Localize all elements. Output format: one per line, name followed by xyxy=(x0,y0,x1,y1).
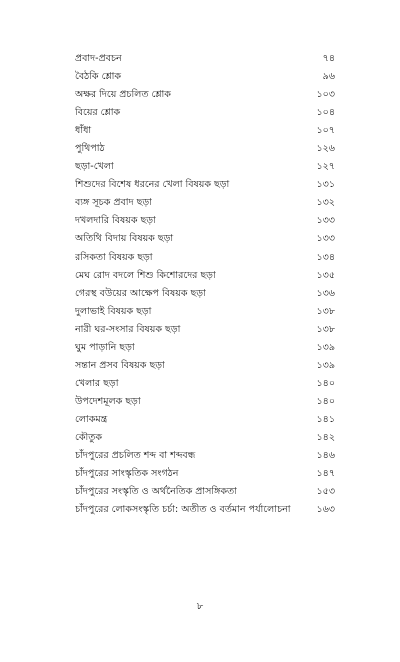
toc-entry-page: ১০৭ xyxy=(316,125,335,137)
toc-entry-title: ব্যঙ্গ সূচক প্রবাদ ছড়া xyxy=(75,197,152,209)
toc-entry xyxy=(75,122,335,140)
toc-entry xyxy=(75,303,335,321)
toc-entry-title: অক্ষর দিয়ে প্রচলিত শ্লোক xyxy=(75,89,171,101)
toc-entry xyxy=(75,393,335,411)
toc-entry-page: ১৪২ xyxy=(316,431,335,443)
toc-entry-title: লোকমন্ত্র xyxy=(75,413,108,425)
toc-entry-title: নারী ঘর-সংসার বিষয়ক ছড়া xyxy=(75,323,181,335)
toc-entry-page: ১৬৩ xyxy=(316,504,335,516)
toc-entry-title: শিশুদের বিশেষ ধরনের খেলা বিষয়ক ছড়া xyxy=(75,179,230,191)
toc-entry xyxy=(75,411,335,429)
toc-entry xyxy=(75,447,335,465)
toc-entry-title: উপদেশমূলক ছড়া xyxy=(75,395,141,407)
toc-entry-page: ৯৬ xyxy=(322,71,335,83)
toc-entry-page: ১৩৫ xyxy=(316,269,335,281)
toc-entry xyxy=(75,483,335,501)
toc-entry xyxy=(75,285,335,303)
toc-entry-title: দখলদারি বিষয়ক ছড়া xyxy=(75,215,156,227)
toc-entry-title: প্রবাদ-প্রবচন xyxy=(75,53,122,64)
toc-entry xyxy=(75,104,335,122)
toc-entry-title: অতিথি বিদায় বিষয়ক ছড়া xyxy=(75,233,174,245)
toc-entry-page: ১৩৯ xyxy=(316,341,335,353)
toc-entry xyxy=(75,321,335,339)
toc-entry-title: চাঁদপুরের সংস্কৃতি ও অর্থনৈতিক প্রাসঙ্গিকতা xyxy=(75,486,237,498)
table-of-contents xyxy=(75,50,335,519)
toc-entry xyxy=(75,140,335,158)
toc-entry-title: খেলার ছড়া xyxy=(75,377,119,389)
toc-entry xyxy=(75,249,335,267)
toc-entry-page: ১০৪ xyxy=(316,107,335,119)
toc-entry-page: ১৩৮ xyxy=(316,305,335,317)
toc-entry-title: পুথিপাঠ xyxy=(75,143,105,155)
toc-entry-page: ১৩৪ xyxy=(316,251,335,263)
toc-entry-page: ১৩৩ xyxy=(316,233,335,245)
toc-entry xyxy=(75,176,335,194)
toc-entry-title: চাঁদপুরের লোকসংস্কৃতি চর্চা: অতীত ও বর্তমান পর্যালোচনা xyxy=(75,504,291,516)
toc-entry-page: ১৩৬ xyxy=(316,287,335,299)
toc-entry-page: ১৫৩ xyxy=(316,486,335,498)
toc-entry-title: মেঘ রোদ বদলে শিশু কিশোরদের ছড়া xyxy=(75,269,216,281)
toc-entry-title: ছড়া-খেলা xyxy=(75,161,114,173)
toc-entry xyxy=(75,158,335,176)
toc-entry-page: ১৪০ xyxy=(316,377,335,389)
toc-entry xyxy=(75,212,335,230)
toc-entry-title: কৌতুক xyxy=(75,431,102,443)
toc-entry-page: ১৩৯ xyxy=(316,359,335,371)
toc-entry-page: ১৩২ xyxy=(316,197,335,209)
toc-entry xyxy=(75,86,335,104)
toc-entry xyxy=(75,429,335,447)
toc-entry xyxy=(75,339,335,357)
toc-entry-page: ১৪৬ xyxy=(316,450,335,462)
toc-entry xyxy=(75,501,335,519)
toc-entry xyxy=(75,194,335,212)
toc-entry-title: বৈঠকি শ্লোক xyxy=(75,71,122,83)
page-number: ৮ xyxy=(196,601,204,612)
toc-entry xyxy=(75,267,335,285)
toc-entry-title: ধাঁধা xyxy=(75,125,92,137)
toc-entry-title: বিয়ের শ্লোক xyxy=(75,107,121,119)
toc-entry-page: ৭৪ xyxy=(322,53,335,64)
toc-entry-title: চাঁদপুরের প্রচলিত শব্দ বা শব্দবন্ধ xyxy=(75,450,196,462)
toc-entry xyxy=(75,50,335,68)
toc-entry-title: দুলাভাই বিষয়ক ছড়া xyxy=(75,305,152,317)
toc-entry-page: ১৩৮ xyxy=(316,323,335,335)
toc-entry xyxy=(75,68,335,86)
toc-entry-page: ১২৭ xyxy=(316,161,335,173)
toc-entry-page: ১৪০ xyxy=(316,395,335,407)
toc-entry-page: ১৩১ xyxy=(316,179,335,191)
toc-entry-title: সন্তান প্রসব বিষয়ক ছড়া xyxy=(75,359,165,371)
toc-entry-page: ১৪৭ xyxy=(316,468,335,480)
toc-entry xyxy=(75,465,335,483)
toc-entry-page: ১৪১ xyxy=(316,413,335,425)
toc-entry-page: ১০৩ xyxy=(316,89,335,101)
toc-entry xyxy=(75,230,335,248)
toc-entry-title: চাঁদপুরের সাংস্কৃতিক সংগঠন xyxy=(75,468,179,480)
toc-entry xyxy=(75,357,335,375)
toc-entry-title: গেরস্থ বউয়ের আক্ষেপ বিষয়ক ছড়া xyxy=(75,287,206,299)
toc-entry-page: ১৩৩ xyxy=(316,215,335,227)
toc-entry-title: রসিকতা বিষয়ক ছড়া xyxy=(75,251,153,263)
toc-entry-page: ১২৬ xyxy=(316,143,335,155)
toc-entry-title: ঘুম পাড়ানি ছড়া xyxy=(75,341,135,353)
toc-entry xyxy=(75,375,335,393)
